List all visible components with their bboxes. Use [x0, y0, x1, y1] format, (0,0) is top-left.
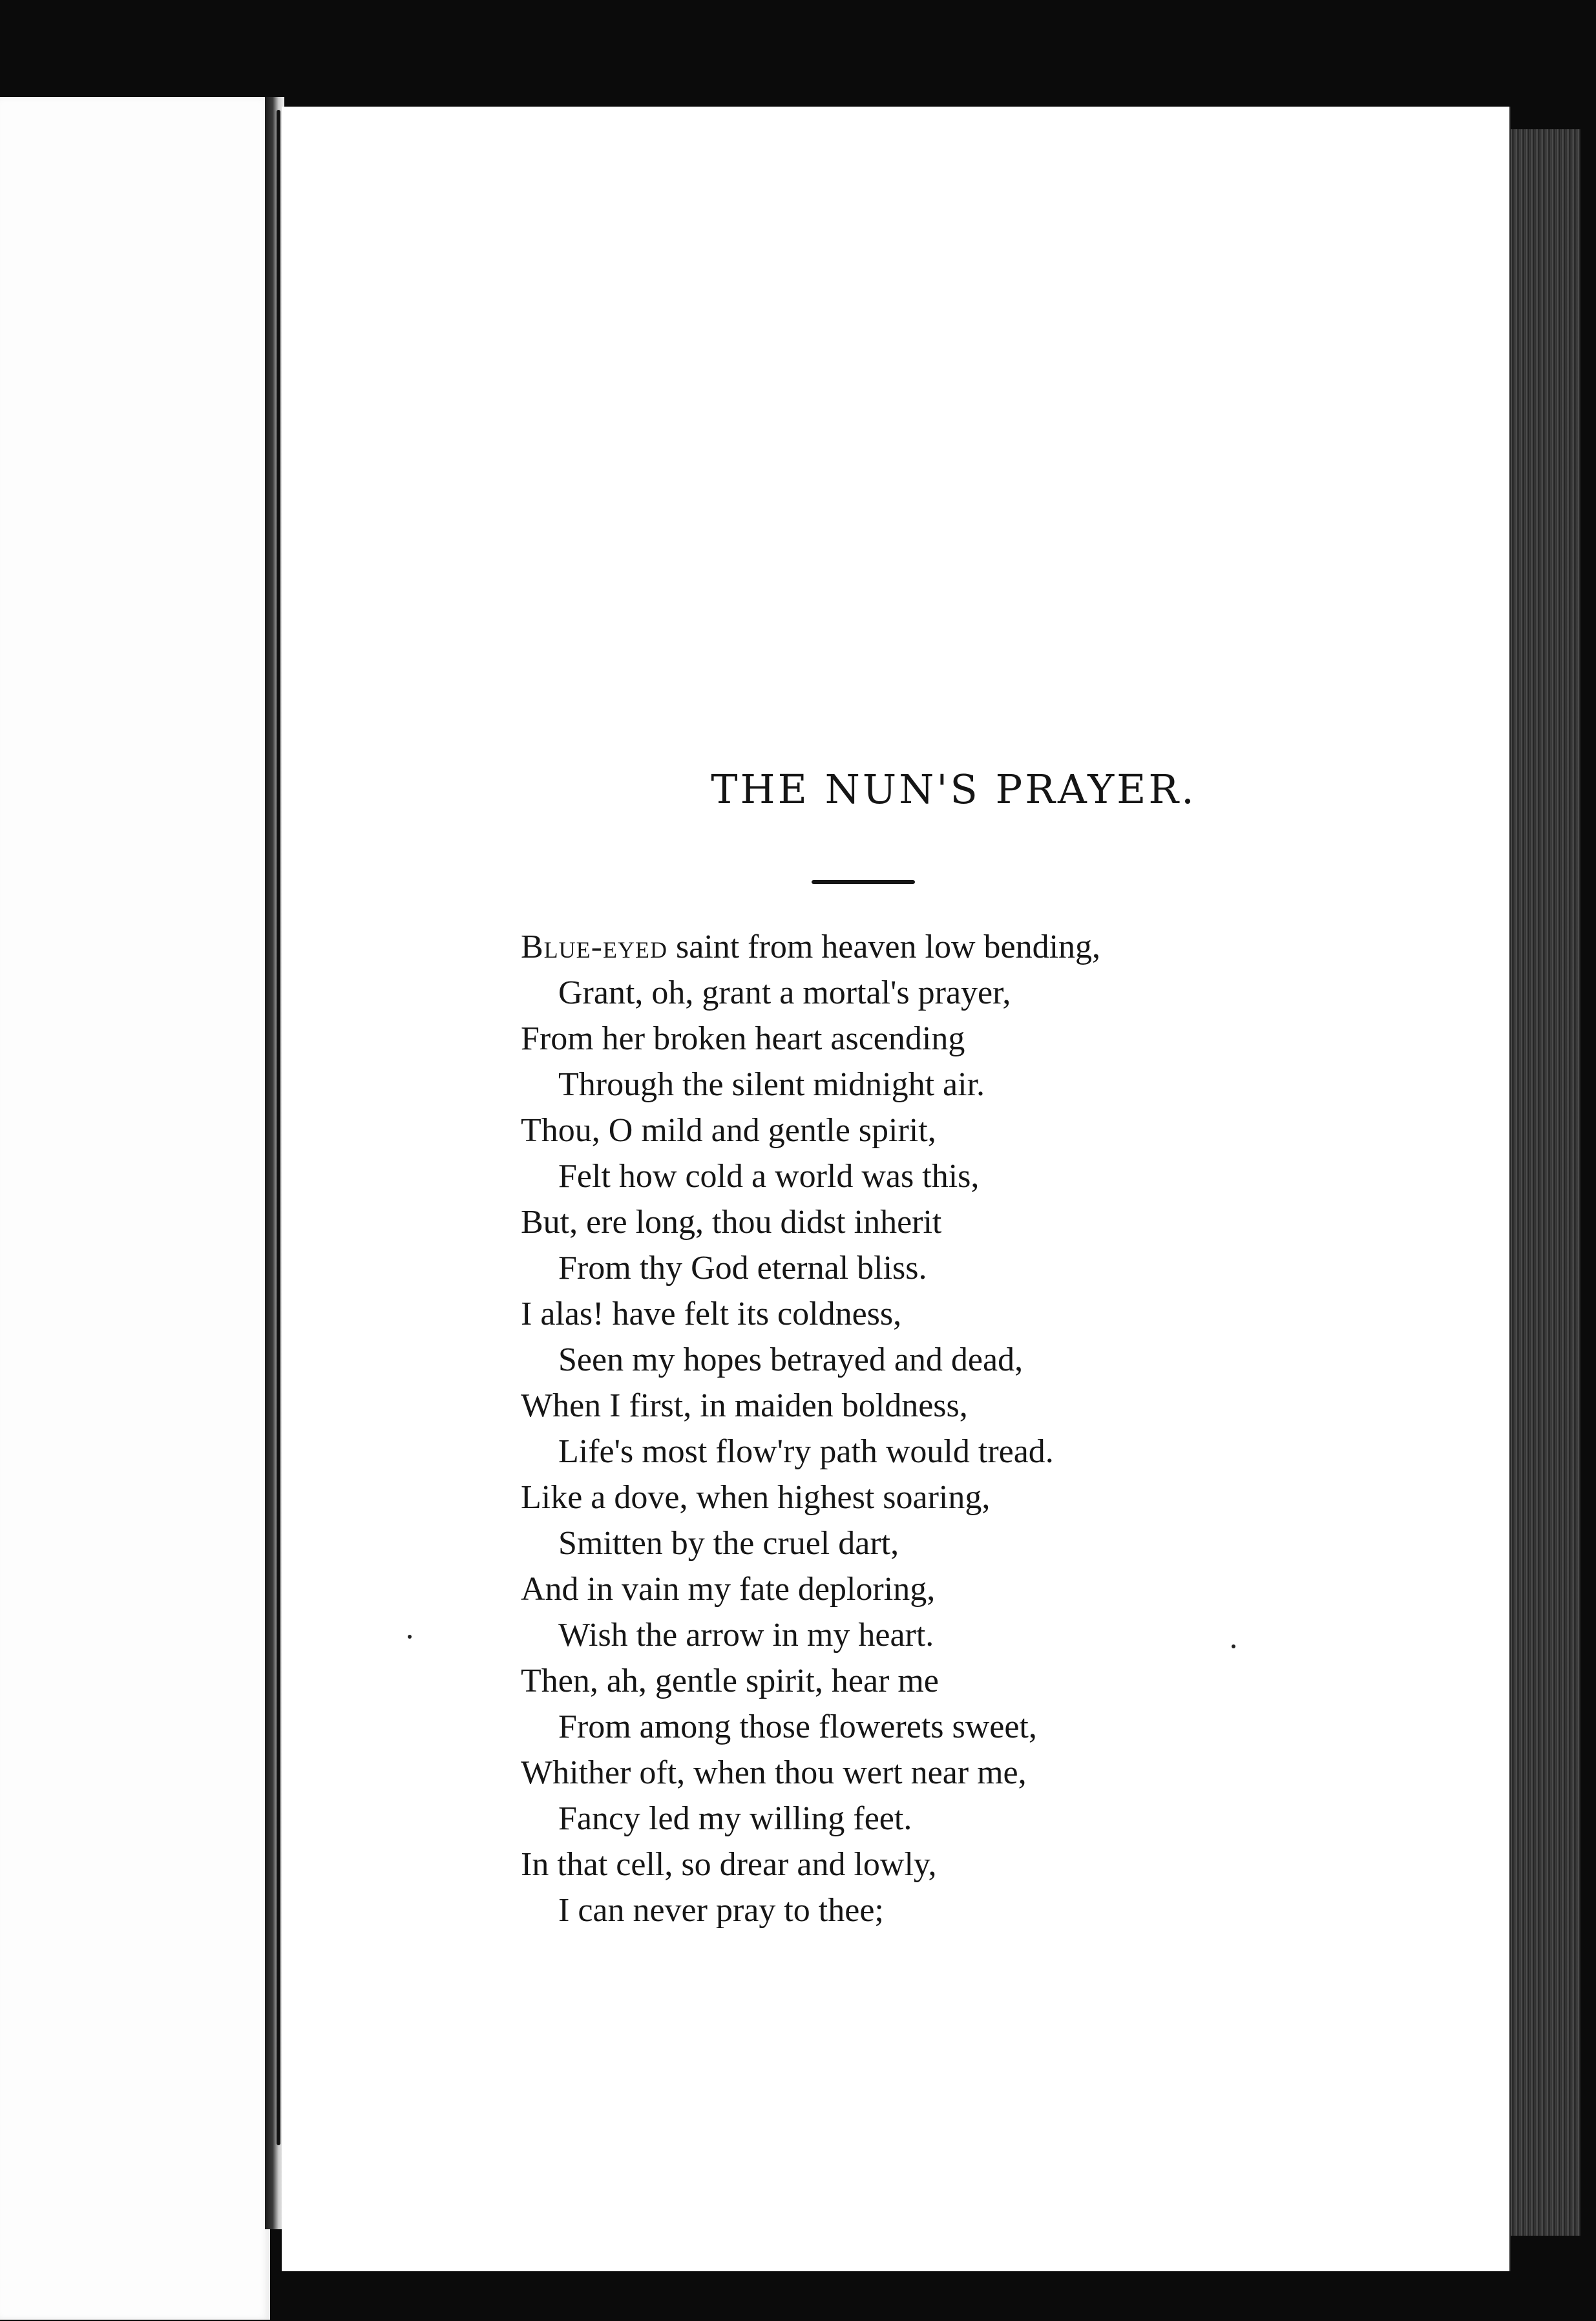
poem-line: Then, ah, gentle spirit, hear me: [521, 1663, 939, 1699]
poem-line: Grant, oh, grant a mortal's prayer,: [558, 974, 1011, 1011]
poem-line: Thou, O mild and gentle spirit,: [521, 1112, 936, 1149]
poem-line: Life's most flow'ry path would tread.: [558, 1433, 1054, 1470]
scan-speck: [408, 1635, 412, 1639]
opening-small-caps-word: Blue-eyed: [521, 929, 667, 965]
poem-line: Like a dove, when highest soaring,: [521, 1479, 991, 1516]
title-rule: [812, 880, 915, 884]
poem-line: From among those flowerets sweet,: [558, 1708, 1037, 1745]
poem-line: Seen my hopes betrayed and dead,: [558, 1341, 1024, 1378]
poem-line: I can never pray to thee;: [558, 1892, 884, 1929]
page-edges: [1509, 129, 1580, 2236]
right-page: [282, 107, 1509, 2271]
first-line-rest: saint from heaven low bending,: [667, 929, 1101, 965]
poem-line: From her broken heart ascending: [521, 1020, 965, 1057]
left-page: [0, 97, 270, 2320]
scan-speck: [1232, 1644, 1235, 1648]
poem-line: But, ere long, thou didst inherit: [521, 1204, 942, 1241]
poem-line: And in vain my fate deploring,: [521, 1571, 936, 1608]
poem-line: When I first, in maiden boldness,: [521, 1387, 968, 1424]
poem-line: Wish the arrow in my heart.: [558, 1617, 934, 1654]
poem-body: [521, 924, 1490, 1933]
poem-line: Fancy led my willing feet.: [558, 1800, 912, 1837]
poem-line: [521, 924, 1490, 970]
binding-edge: [277, 110, 280, 2145]
poem-line: Smitten by the cruel dart,: [558, 1525, 899, 1562]
poem-title: THE NUN'S PRAYER.: [711, 766, 1197, 813]
poem-line: I alas! have felt its coldness,: [521, 1296, 902, 1332]
poem-line: From thy God eternal bliss.: [558, 1250, 927, 1287]
poem-line: Whither oft, when thou wert near me,: [521, 1754, 1027, 1791]
poem-line: Felt how cold a world was this,: [558, 1158, 980, 1195]
poem-line: Through the silent midnight air.: [558, 1066, 985, 1103]
poem-line: In that cell, so drear and lowly,: [521, 1846, 937, 1883]
